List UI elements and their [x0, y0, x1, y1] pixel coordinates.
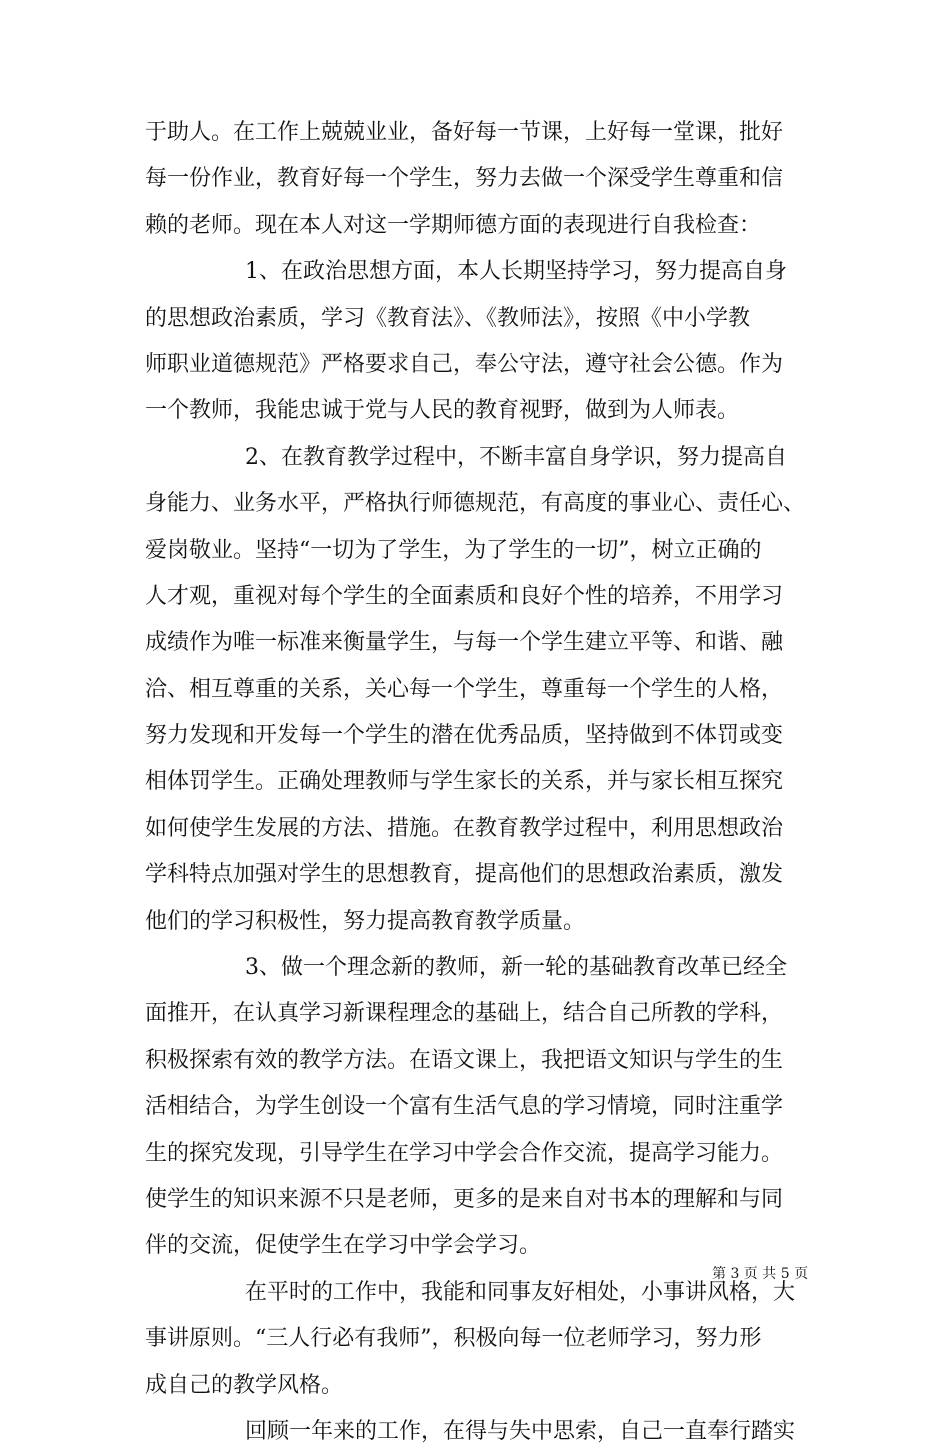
text-line: 活相结合，为学生创设一个富有生活气息的学习情境，同时注重学	[145, 1094, 784, 1120]
text-line: 事讲原则。“三人行必有我师”，积极向每一位老师学习，努力形	[145, 1326, 762, 1352]
text-line: 努力发现和开发每一个学生的潜在优秀品质，坚持做到不体罚或变	[145, 723, 784, 749]
text-line: 伴的交流，促使学生在学习中学会学习。	[145, 1233, 542, 1259]
text-line: 生的探究发现，引导学生在学习中学会合作交流，提高学习能力。	[145, 1140, 784, 1166]
text-line: 身能力、业务水平，严格执行师德规范，有高度的事业心、责任心、	[145, 491, 806, 517]
text-line: 赖的老师。现在本人对这一学期师德方面的表现进行自我检查：	[145, 212, 762, 238]
paragraph-start-line: 回顾一年来的工作，在得与失中思索，自己一直奉行踏实	[245, 1418, 796, 1444]
text-line: 人才观，重视对每个学生的全面素质和良好个性的培养，不用学习	[145, 583, 784, 609]
text-line: 的思想政治素质，学习《教育法》、《教师法》，按照《中小学教	[145, 305, 751, 331]
paragraph-start-line: 在平时的工作中，我能和同事友好相处，小事讲风格，大	[245, 1279, 796, 1305]
text-line: 一个教师，我能忠诚于党与人民的教育视野，做到为人师表。	[145, 398, 740, 424]
paragraph-start-line: 2、在教育教学过程中，不断丰富自身学识，努力提高自	[245, 444, 787, 470]
text-line: 面推开，在认真学习新课程理念的基础上，结合自己所教的学科，	[145, 1001, 784, 1027]
page-number: 第 3 页 共 5 页	[712, 1266, 809, 1282]
text-line: 爱岗敬业。坚持“一切为了学生，为了学生的一切”，树立正确的	[145, 537, 762, 563]
paragraph-start-line: 1、在政治思想方面，本人长期坚持学习，努力提高自身	[245, 259, 787, 285]
text-line: 于助人。在工作上兢兢业业，备好每一节课，上好每一堂课，批好	[145, 120, 784, 145]
text-line: 学科特点加强对学生的思想教育，提高他们的思想政治素质，激发	[145, 862, 784, 888]
text-line: 他们的学习积极性，努力提高教育教学质量。	[145, 908, 586, 934]
text-line: 如何使学生发展的方法、措施。在教育教学过程中，利用思想政治	[145, 815, 784, 841]
document-body	[145, 110, 810, 1455]
text-line: 成绩作为唯一标准来衡量学生，与每一个学生建立平等、和谐、融	[145, 630, 784, 656]
text-line: 相体罚学生。正确处理教师与学生家长的关系，并与家长相互探究	[145, 769, 784, 795]
text-line: 使学生的知识来源不只是老师，更多的是来自对书本的理解和与同	[145, 1186, 784, 1212]
text-line: 师职业道德规范》严格要求自己，奉公守法，遵守社会公德。作为	[145, 351, 784, 377]
text-line: 积极探索有效的教学方法。在语文课上，我把语文知识与学生的生	[145, 1047, 784, 1073]
text-line: 成自己的教学风格。	[145, 1372, 344, 1398]
paragraph-start-line: 3、做一个理念新的教师，新一轮的基础教育改革已经全	[245, 955, 787, 981]
text-line: 洽、相互尊重的关系，关心每一个学生，尊重每一个学生的人格，	[145, 676, 784, 702]
text-line: 每一份作业，教育好每一个学生，努力去做一个深受学生尊重和信	[145, 166, 784, 192]
